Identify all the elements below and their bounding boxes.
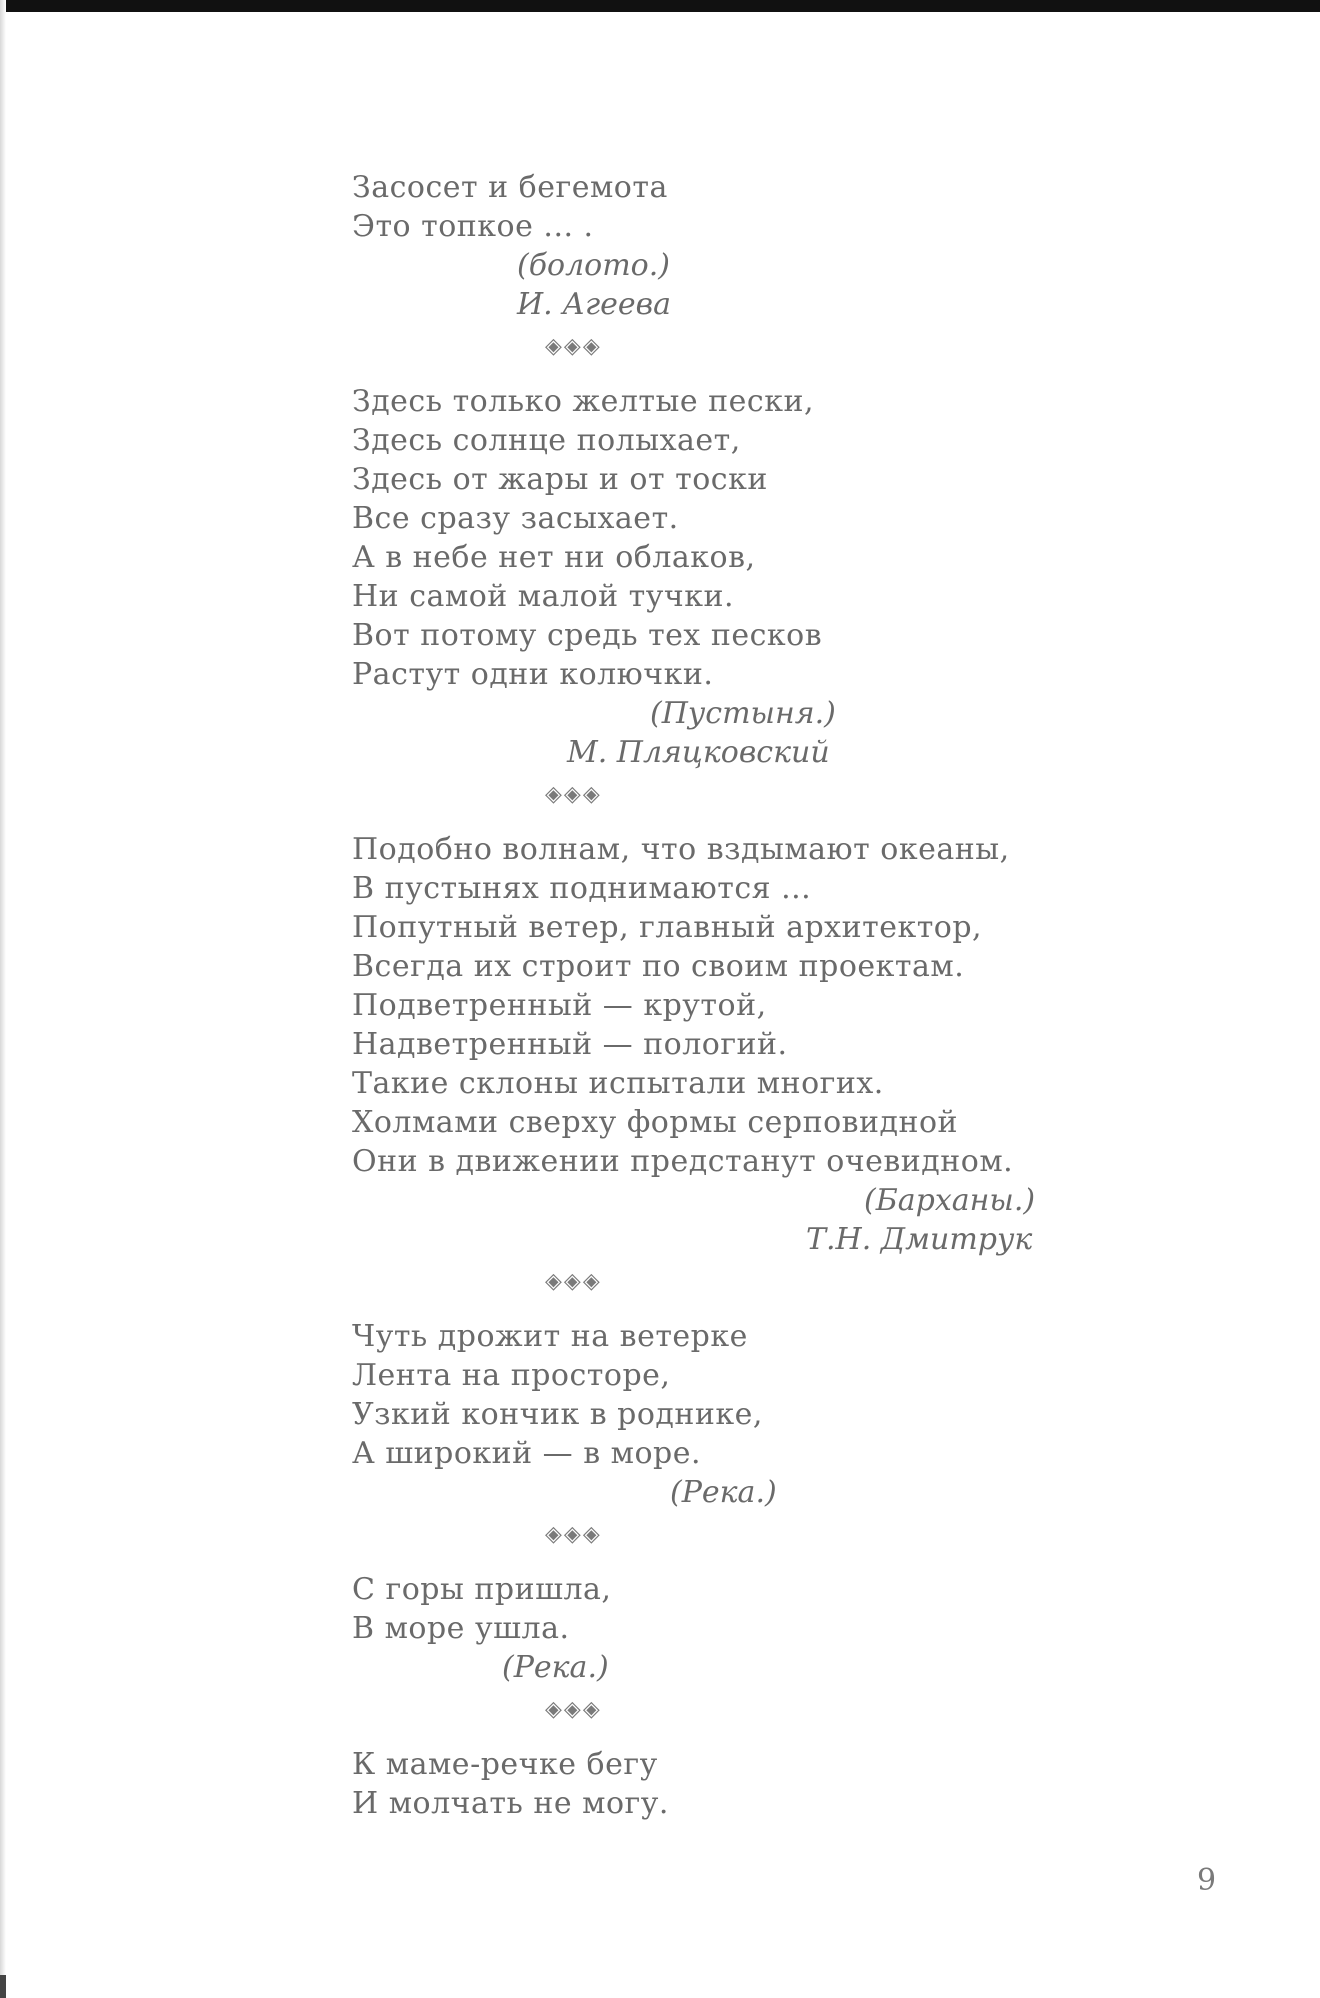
verse-line: Растут одни колючки. (352, 657, 714, 692)
verse-line: С горы пришла, (352, 1572, 612, 1607)
riddle-3 (352, 830, 1112, 1259)
riddle-answer: (Барханы.) (864, 1183, 1036, 1218)
verse-line: Они в движении предстанут очевидном. (352, 1144, 1014, 1179)
page-left-edge (0, 0, 6, 1998)
verse-line: В пустынях поднимаются ... (352, 871, 812, 906)
separator-ornament: ◈◈◈ (545, 1697, 602, 1722)
verse-line: Это топкое ... . (352, 209, 594, 244)
separator-ornament: ◈◈◈ (545, 1522, 602, 1547)
verse-line: Засосет и бегемота (352, 170, 668, 205)
verse-line: Лента на просторе, (352, 1358, 671, 1393)
verse-line: Попутный ветер, главный архитектор, (352, 910, 983, 945)
verse-line: Всегда их строит по своим проектам. (352, 949, 965, 984)
riddle-2 (352, 382, 1112, 772)
riddle-answer: (болото.) (517, 248, 670, 283)
verse-line: Ни самой малой тучки. (352, 579, 735, 614)
page-left-mark (0, 1975, 6, 1998)
verse-line: Здесь от жары и от тоски (352, 462, 768, 497)
riddle-6 (352, 1745, 1112, 1823)
riddle-5 (352, 1570, 1112, 1687)
verse-line: В море ушла. (352, 1611, 570, 1646)
verse-line: Надветренный — пологий. (352, 1027, 788, 1062)
riddle-author: М. Пляцковский (567, 735, 830, 770)
page-number: 9 (1197, 1863, 1217, 1898)
riddle-author: И. Агеева (517, 287, 671, 322)
verse-line: А широкий — в море. (352, 1436, 702, 1471)
verse-line: Холмами сверху формы серповидной (352, 1105, 959, 1140)
verse-line: И молчать не могу. (352, 1786, 669, 1821)
riddle-answer: (Пустыня.) (650, 696, 836, 731)
verse-line: Здесь только желтые пески, (352, 384, 814, 419)
riddle-4 (352, 1317, 1112, 1512)
verse-line: Все сразу засыхает. (352, 501, 679, 536)
verse-line: Подобно волнам, что вздымают океаны, (352, 832, 1010, 867)
riddle-answer: (Река.) (670, 1475, 777, 1510)
verse-line: Здесь солнце полыхает, (352, 423, 741, 458)
verse-line: К маме-речке бегу (352, 1747, 658, 1782)
riddle-author: Т.Н. Дмитрук (806, 1222, 1033, 1257)
verse-line: Чуть дрожит на ветерке (352, 1319, 748, 1354)
verse-line: А в небе нет ни облаков, (352, 540, 756, 575)
verse-line: Узкий кончик в роднике, (352, 1397, 763, 1432)
riddle-answer: (Река.) (502, 1650, 609, 1685)
page-top-edge (0, 0, 1320, 12)
separator-ornament: ◈◈◈ (545, 782, 602, 807)
separator-ornament: ◈◈◈ (545, 1269, 602, 1294)
verse-line: Подветренный — крутой, (352, 988, 767, 1023)
riddles-text (352, 168, 1112, 1823)
separator-ornament: ◈◈◈ (545, 334, 602, 359)
verse-line: Вот потому средь тех песков (352, 618, 823, 653)
verse-line: Такие склоны испытали многих. (352, 1066, 884, 1101)
riddle-1 (352, 168, 1112, 324)
